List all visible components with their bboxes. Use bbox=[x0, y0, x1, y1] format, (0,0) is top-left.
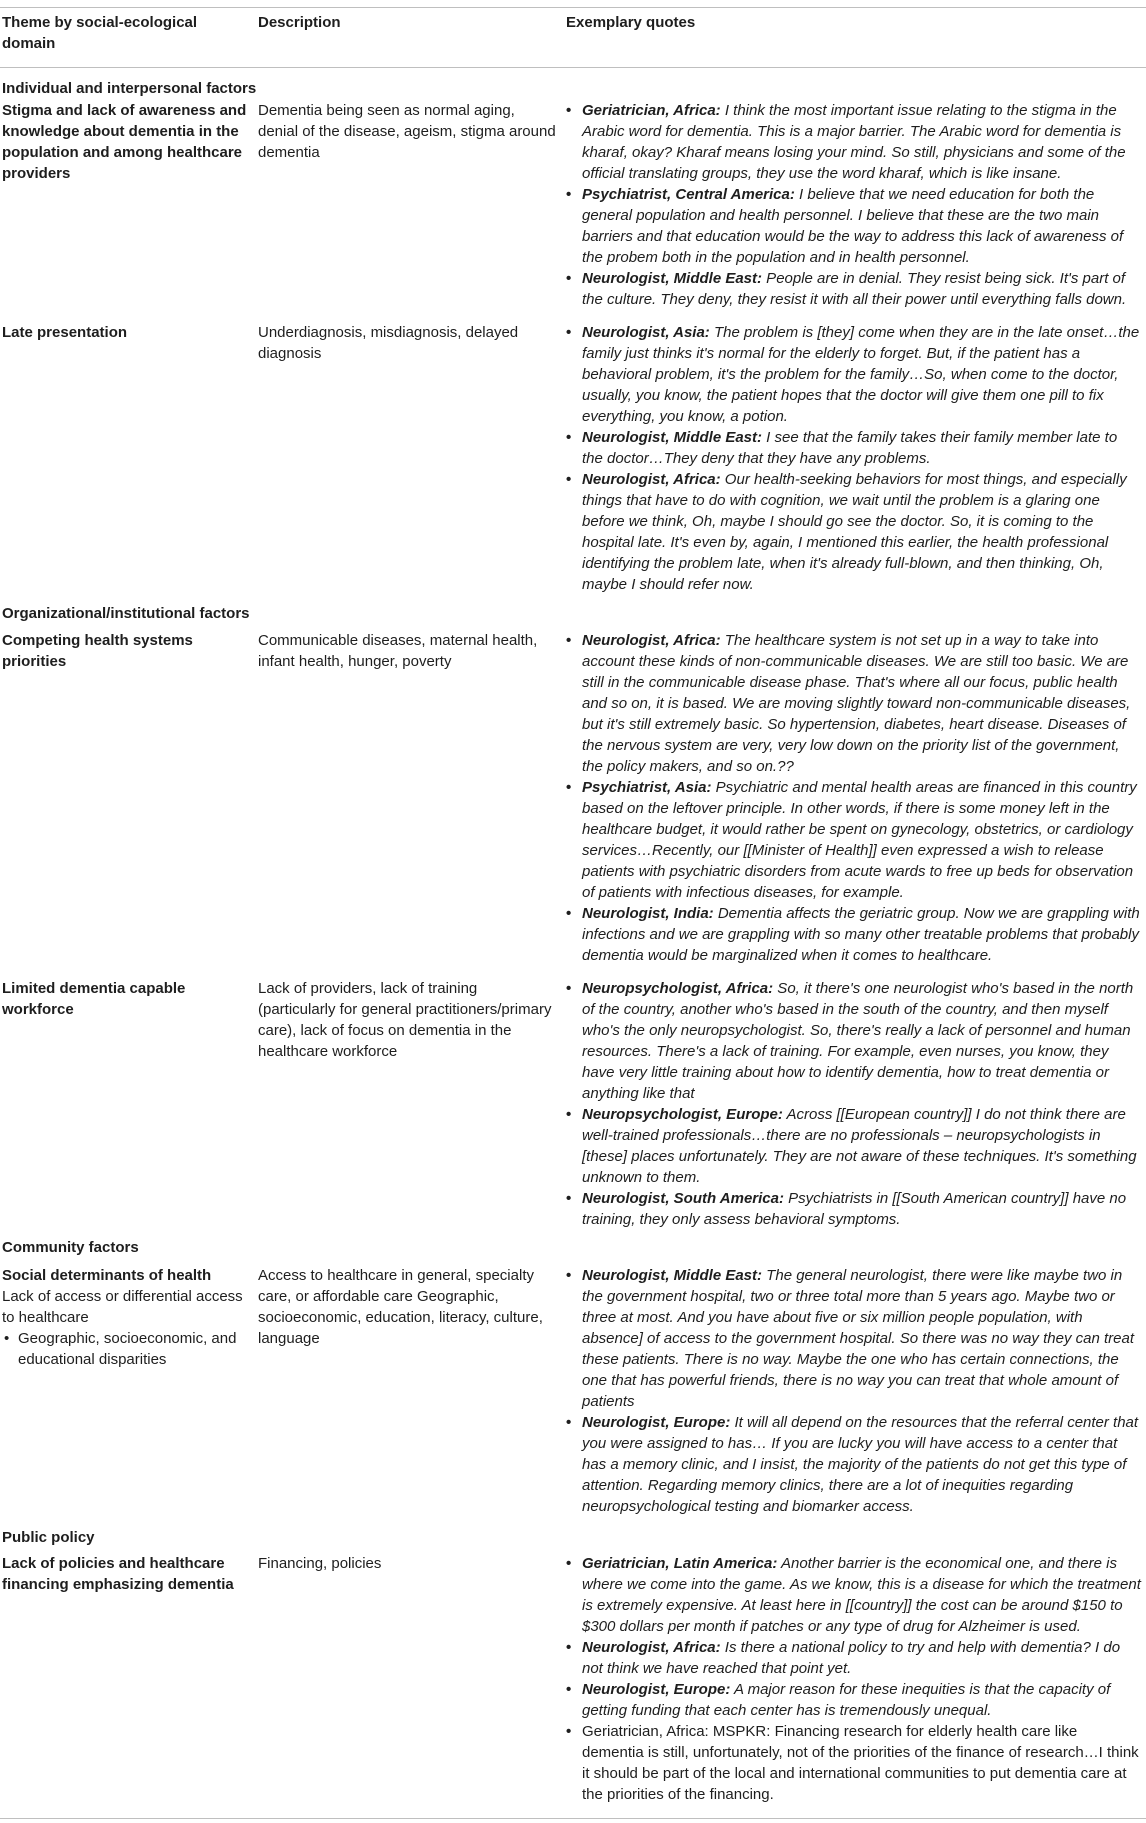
quote-text: It will all depend on the resources that the referral center that you were assigned to has… If you are lucky you will have access to a center that has a memory clinic, and I insist, the majority of the patients do not get this type of attention. Regarding memory clinics, there are a lot of inequities regarding neuropsychological testing and biomarker access. bbox=[582, 1414, 1139, 1515]
quote-text: Dementia affects the geriatric group. Now we are grappling with infections and we are grappling with so many other treatable problems that probably dementia would be marginalized when it comes to healthcare. bbox=[582, 905, 1140, 964]
theme-competing-priorities: Competing health systems priorities bbox=[2, 632, 193, 670]
quote-speaker: Neuropsychologist, Africa: bbox=[582, 980, 774, 997]
quote-item bbox=[566, 427, 1142, 469]
quote-text: I see that the family takes their family member late to the doctor…They deny that they have any problems. bbox=[582, 429, 1118, 467]
quote-text: Psychiatrists in [[South American country]] have no training, they only assess behavioral symptoms. bbox=[582, 1190, 1127, 1228]
quote-speaker: Neurologist, Middle East: bbox=[582, 1267, 763, 1284]
quote-speaker: Neurologist, Africa: bbox=[582, 471, 721, 488]
quote-item bbox=[566, 322, 1142, 427]
quote-speaker: Geriatrician, Africa: bbox=[582, 102, 721, 119]
quote-speaker: Psychiatrist, Asia: bbox=[582, 779, 712, 796]
quote-text: Our health-seeking behaviors for most things, and especially things that have to do with cognition, we wait until the problem is a glaring one before we think, Oh, maybe I should go see the doctor. So, it is coming to the hospital late. It's even by, again, I mentioned this earlier, the health professional identifying the problem late, when it's already full-blown, and then thinking, Oh, maybe I should refer now. bbox=[582, 471, 1127, 593]
section-community: Community factors bbox=[2, 1239, 139, 1256]
quote-speaker: Geriatrician, Africa: bbox=[582, 1723, 709, 1740]
theme-limited-workforce: Limited dementia capable workforce bbox=[2, 980, 186, 1018]
quote-item bbox=[566, 1412, 1142, 1517]
quote-item bbox=[566, 1188, 1142, 1230]
quote-text: Psychiatric and mental health areas are financed in this country based on the leftover principle. In other words, if there is some money left in the healthcare budget, it would rather be spent on gynecology, obstetrics, or cardiology services…Recently, our [[Minister of Health]] even expressed a wish to release patients with psychiatric disorders from acute wards to free up beds for observation of patients with infectious diseases, for example. bbox=[582, 779, 1137, 901]
quote-text: A major reason for these inequities is that the capacity of getting funding that each center has is tremendously unequal. bbox=[582, 1681, 1111, 1719]
quote-item bbox=[566, 1265, 1142, 1412]
quote-item bbox=[566, 1104, 1142, 1188]
description-policies-financing: Financing, policies bbox=[258, 1555, 382, 1572]
section-organizational-institutional: Organizational/institutional factors bbox=[2, 605, 250, 622]
theme-social-determinants-bullet: • Geographic, socioeconomic, and educational disparities bbox=[2, 1328, 252, 1370]
quote-text: I believe that we need education for both the general population and health personnel. I believe that these are the two main barriers and that education would be the way to address this lack of awareness of the probem both in the population and in health personnel. bbox=[582, 186, 1124, 266]
quotes-late-presentation bbox=[566, 322, 1142, 595]
theme-social-determinants-cell bbox=[2, 1265, 252, 1370]
quote-text: The problem is [they] come when they are in the late onset…the family just thinks it's normal for the elderly to forget. But, if the patient has a behavioral problem, it's the problem for the family…So, when come to the doctor, usually, you know, the patient hopes that the doctor will give them one pill to fix everything, you know, a potion. bbox=[582, 324, 1140, 425]
theme-social-determinants-list bbox=[2, 1328, 252, 1370]
table-top-rule bbox=[0, 7, 1146, 8]
quote-speaker: Neurologist, Africa: bbox=[582, 1639, 721, 1656]
quote-text: The healthcare system is not set up in a way to take into account these kinds of non-communicable diseases. We are still too basic. We are still in the communicable disease phase. That's where all our focus, public health and so on, it is based. We are moving slightly toward non-communicable diseases, but it's still extremely basic. So hypertension, diabetes, heart disease. Diseases of the nervous system are very, very low down on the priority list of the government, the policy makers, and so on.?? bbox=[582, 632, 1131, 775]
quote-speaker: Geriatrician, Latin America: bbox=[582, 1555, 778, 1572]
quote-speaker: Neurologist, Asia: bbox=[582, 324, 710, 341]
section-public-policy: Public policy bbox=[2, 1529, 95, 1546]
quote-speaker: Neurologist, Africa: bbox=[582, 632, 721, 649]
quote-speaker: Neurologist, India: bbox=[582, 905, 714, 922]
quote-item bbox=[566, 184, 1142, 268]
quote-item bbox=[566, 1637, 1142, 1679]
quote-text: People are in denial. They resist being sick. It's part of the culture. They deny, they resist it with all their power until everything falls down. bbox=[582, 270, 1127, 308]
quote-text: Is there a national policy to try and help with dementia? I do not think we have reached that point yet. bbox=[582, 1639, 1121, 1677]
quote-speaker: Neurologist, Europe: bbox=[582, 1681, 731, 1698]
quote-text: So, it there's one neurologist who's based in the north of the country, another who's based in the south of the country, and then myself who's the only neuropsychologist. So, there's really a lack of personnel and human resources. There's a lack of training. For example, even nurses, you know, they have very little training about how to identify dementia, how to treat dementia or anything like that bbox=[582, 980, 1134, 1102]
quotes-competing-priorities bbox=[566, 630, 1142, 966]
description-social-determinants: Access to healthcare in general, specialty care, or affordable care Geographic, socioeconomic, education, literacy, culture, language bbox=[258, 1267, 543, 1347]
quote-item bbox=[566, 903, 1142, 966]
quote-item bbox=[566, 1553, 1142, 1637]
quotes-stigma bbox=[566, 100, 1142, 310]
quote-speaker: Neurologist, Middle East: bbox=[582, 270, 763, 287]
quote-text: I think the most important issue relating to the stigma in the Arabic word for dementia. This is a major barrier. The Arabic word for dementia is kharaf, okay? Kharaf means losing your mind. So still, physicians and some of the official translating groups, they use the word kharaf, which is like insane. bbox=[582, 102, 1126, 182]
section-individual-interpersonal: Individual and interpersonal factors bbox=[2, 80, 257, 97]
quote-item bbox=[566, 978, 1142, 1104]
description-limited-workforce: Lack of providers, lack of training (particularly for general practitioners/primary care), lack of focus on dementia in the healthcare workforce bbox=[258, 980, 552, 1060]
quote-item bbox=[566, 469, 1142, 595]
quote-speaker: Psychiatrist, Central America: bbox=[582, 186, 795, 203]
quote-item bbox=[566, 1721, 1142, 1805]
table-bottom-rule bbox=[0, 1818, 1146, 1819]
quote-text: Another barrier is the economical one, and there is where we come into the game. As we know, this is a disease for which the treatment is extremely expensive. At least here in [[country]] the cost can be around $150 to $300 dollars per month if patches or any type of drug for Alzheimer is used. bbox=[582, 1555, 1141, 1635]
quote-speaker: Neurologist, Middle East: bbox=[582, 429, 763, 446]
quotes-social-determinants bbox=[566, 1265, 1142, 1517]
quote-speaker: Neurologist, South America: bbox=[582, 1190, 784, 1207]
quote-text: MSPKR: Financing research for elderly health care like dementia is still, unfortunately, not of the priorities of the finance of research…I think it should be part of the local and international communities to put dementia care at the priorities of the financing. bbox=[582, 1723, 1139, 1803]
theme-stigma: Stigma and lack of awareness and knowledge about dementia in the population and among healthcare providers bbox=[2, 102, 247, 182]
theme-social-determinants-sub: Lack of access or differential access to healthcare bbox=[2, 1288, 243, 1326]
description-competing-priorities: Communicable diseases, maternal health, infant health, hunger, poverty bbox=[258, 632, 538, 670]
description-late-presentation: Underdiagnosis, misdiagnosis, delayed diagnosis bbox=[258, 324, 519, 362]
quotes-limited-workforce bbox=[566, 978, 1142, 1230]
quote-item bbox=[566, 630, 1142, 777]
quote-speaker: Neurologist, Europe: bbox=[582, 1414, 731, 1431]
quote-item bbox=[566, 268, 1142, 310]
description-stigma: Dementia being seen as normal aging, denial of the disease, ageism, stigma around dementia bbox=[258, 102, 556, 161]
theme-social-determinants: Social determinants of health bbox=[2, 1267, 212, 1284]
quote-item bbox=[566, 1679, 1142, 1721]
quote-item bbox=[566, 100, 1142, 184]
header-rule bbox=[0, 67, 1146, 68]
quote-text: Across [[European country]] I do not think there are well-trained professionals…there are no professionals – neuropsychologists in [these] places unfortunately. They are not aware of these techniques. It's something unknown to them. bbox=[582, 1106, 1137, 1186]
theme-policies-financing: Lack of policies and healthcare financing emphasizing dementia bbox=[2, 1555, 234, 1593]
header-description: Description bbox=[258, 14, 341, 31]
header-theme: Theme by social-ecological domain bbox=[2, 14, 198, 52]
quotes-policies-financing bbox=[566, 1553, 1142, 1805]
quote-text: The general neurologist, there were like maybe two in the government hospital, two or three total more than 5 years ago. Maybe two or three at most. And you have about five or six million people population, with absence] of access to the government hospital. So there was no way they can treat these patients. There is no way. Maybe the one who has certain connections, the one that has powerful friends, there is no way you can treat that whole amount of patients bbox=[582, 1267, 1134, 1410]
quote-item bbox=[566, 777, 1142, 903]
theme-late-presentation: Late presentation bbox=[2, 324, 128, 341]
quote-speaker: Neuropsychologist, Europe: bbox=[582, 1106, 783, 1123]
header-quotes: Exemplary quotes bbox=[566, 14, 696, 31]
